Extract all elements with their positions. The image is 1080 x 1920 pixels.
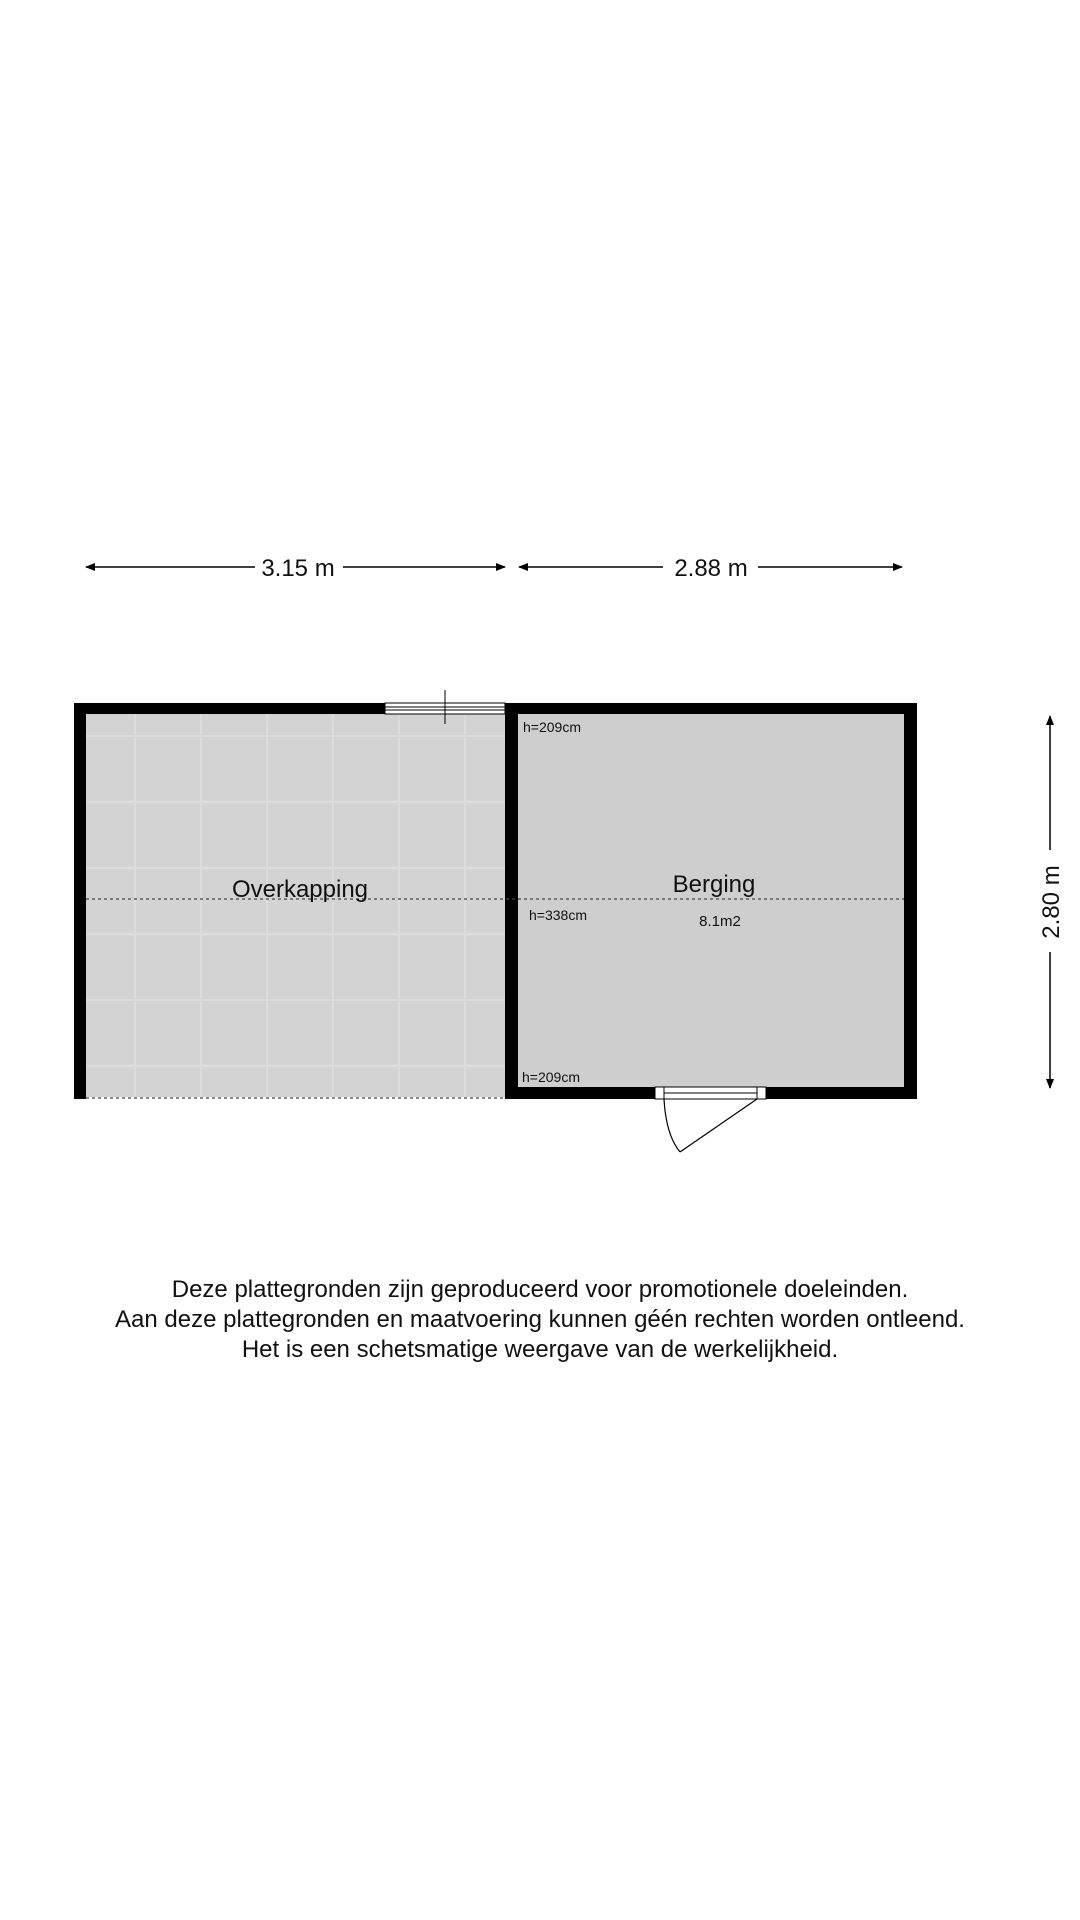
disclaimer-line-2: Aan deze plattegronden en maatvoering kunnen géén rechten worden ontleend.	[115, 1306, 965, 1333]
room-label-overkapping: Overkapping	[231, 876, 369, 903]
dimension-width-right-label: 2.88 m	[674, 555, 748, 582]
height-label-bottom: h=209cm	[522, 1069, 580, 1085]
berging-floor	[518, 714, 904, 1087]
wall-top-left	[74, 703, 385, 714]
room-label-berging: Berging	[672, 871, 756, 898]
wall-bottom-left	[505, 1087, 655, 1099]
wall-middle	[505, 703, 518, 1099]
disclaimer	[0, 1275, 1080, 1365]
door-icon	[655, 1087, 766, 1152]
wall-bottom-right	[766, 1087, 917, 1099]
dimension-depth-label: 2.80 m	[1038, 865, 1065, 939]
disclaimer-line-1: Deze plattegronden zijn geproduceerd voor promotionele doeleinden.	[171, 1276, 909, 1303]
dimension-width-left	[86, 555, 505, 582]
disclaimer-line-3: Het is een schetsmatige weergave van de werkelijkheid.	[241, 1336, 839, 1363]
wall-right	[904, 703, 917, 1099]
dimension-width-right	[519, 555, 902, 582]
dimension-depth	[1038, 716, 1065, 1088]
height-label-middle: h=338cm	[529, 907, 587, 923]
wall-top-right	[505, 703, 917, 714]
wall-left	[74, 703, 86, 1099]
dimension-width-left-label: 3.15 m	[261, 555, 335, 582]
overkapping-floor	[78, 714, 508, 1097]
height-label-top: h=209cm	[523, 719, 581, 735]
room-area-berging: 8.1m2	[699, 913, 741, 930]
